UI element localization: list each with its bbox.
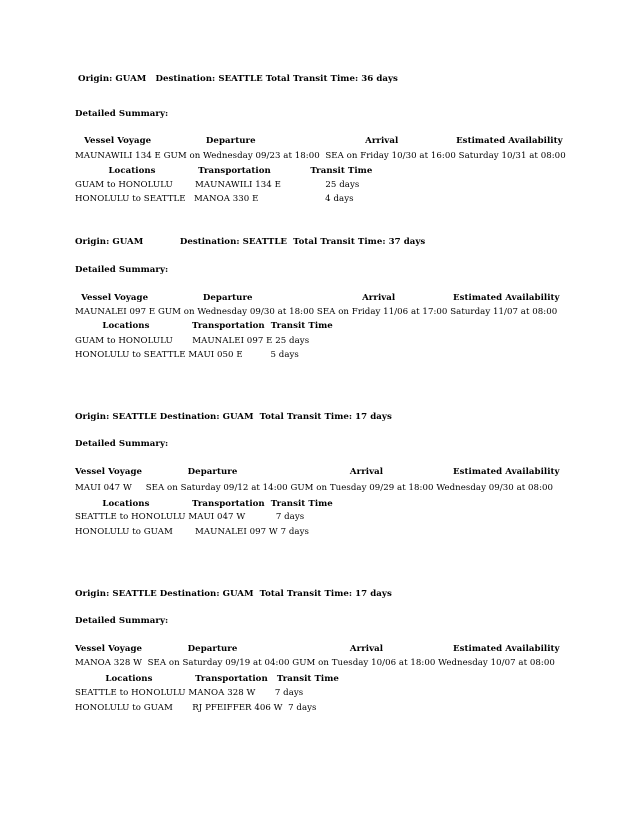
leg-row: HONOLULU to GUAM MAUNALEI 097 W 7 days (75, 527, 309, 537)
origin-line: Origin: GUAM Destination: SEATTLE Total Transit Time: 36 days (75, 74, 398, 84)
voyage-table-header: Vessel Voyage Departure Arrival Estimated Availability (75, 136, 563, 146)
detailed-summary-label: Detailed Summary: (75, 265, 169, 275)
origin-line: Origin: GUAM Destination: SEATTLE Total Transit Time: 37 days (75, 237, 426, 247)
detailed-summary-label: Detailed Summary: (75, 616, 169, 626)
voyage-table-header: Vessel Voyage Departure Arrival Estimated Availability (75, 644, 560, 654)
voyage-table-header: Vessel Voyage Departure Arrival Estimated Availability (75, 467, 560, 477)
leg-row: GUAM to HONOLULU MAUNAWILI 134 E 25 days (75, 180, 360, 190)
leg-row: HONOLULU to SEATTLE MANOA 330 E 4 days (75, 194, 354, 204)
voyage-row: MAUI 047 W SEA on Saturday 09/12 at 14:00 GUM on Tuesday 09/29 at 18:00 Wednesday 09/30 at 08:00 (75, 483, 554, 493)
origin-line: Origin: SEATTLE Destination: GUAM Total Transit Time: 17 days (75, 412, 392, 422)
leg-row: HONOLULU to SEATTLE MAUI 050 E 5 days (75, 350, 299, 360)
leg-row: HONOLULU to GUAM RJ PFEIFFER 406 W 7 days (75, 703, 317, 713)
leg-row: GUAM to HONOLULU MAUNALEI 097 E 25 days (75, 336, 310, 346)
detailed-summary-label: Detailed Summary: (75, 439, 169, 449)
legs-table-header: Locations Transportation Transit Time (75, 321, 333, 331)
legs-table-header: Locations Transportation Transit Time (75, 674, 339, 684)
voyage-row: MANOA 328 W SEA on Saturday 09/19 at 04:00 GUM on Tuesday 10/06 at 18:00 Wednesday 10/07 at 08:00 (75, 658, 555, 668)
detailed-summary-label: Detailed Summary: (75, 109, 169, 119)
legs-table-header: Locations Transportation Transit Time (75, 499, 333, 509)
leg-row: SEATTLE to HONOLULU MAUI 047 W 7 days (75, 512, 305, 522)
voyage-row: MAUNALEI 097 E GUM on Wednesday 09/30 at 18:00 SEA on Friday 11/06 at 17:00 Saturday 11/07 at 08:00 (75, 307, 558, 317)
legs-table-header: Locations Transportation Transit Time (75, 166, 373, 176)
voyage-table-header: Vessel Voyage Departure Arrival Estimated Availability (75, 293, 560, 303)
voyage-row: MAUNAWILI 134 E GUM on Wednesday 09/23 at 18:00 SEA on Friday 10/30 at 16:00 Saturday 10/31 at 08:00 (75, 151, 566, 161)
leg-row: SEATTLE to HONOLULU MANOA 328 W 7 days (75, 688, 304, 698)
origin-line: Origin: SEATTLE Destination: GUAM Total Transit Time: 17 days (75, 589, 392, 599)
